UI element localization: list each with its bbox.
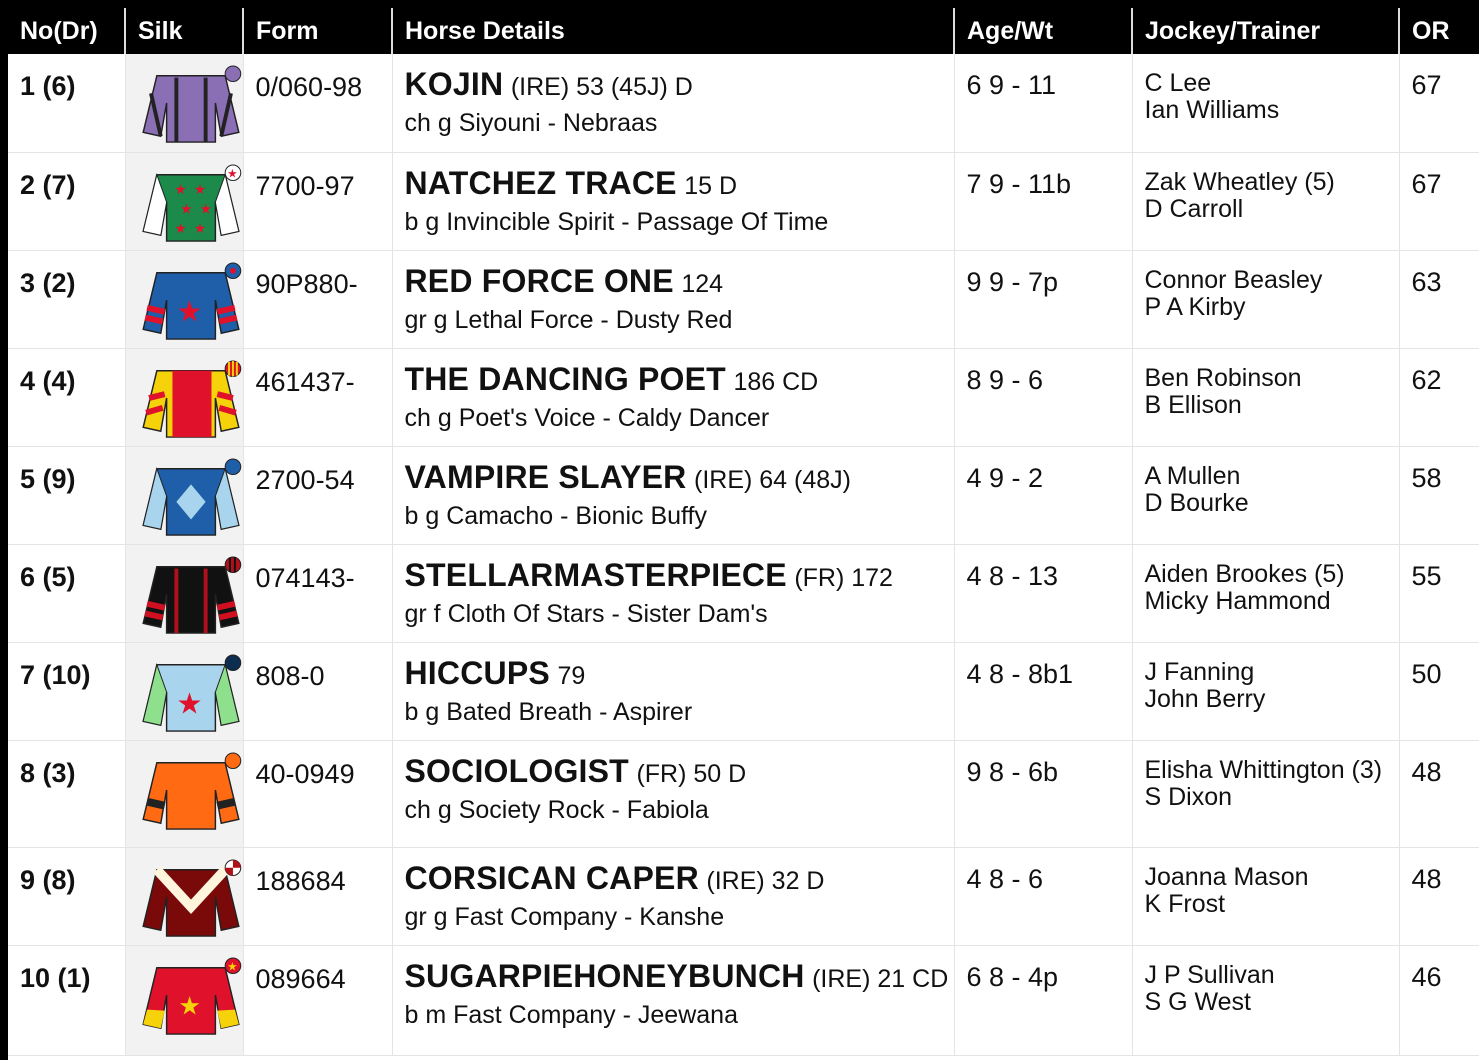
trainer-name[interactable]: S G West: [1144, 987, 1252, 1016]
official-rating: 62: [1399, 348, 1479, 446]
horse-suffix: (IRE) 53 (45J) D: [510, 73, 693, 101]
age-weight: 4 9 - 2: [954, 446, 1132, 544]
runner-row: [8, 847, 1479, 945]
horse-suffix: 124: [681, 269, 724, 298]
runner-number-draw: 7 (10): [8, 642, 125, 740]
jockey-name[interactable]: C Lee: [1144, 69, 1212, 97]
header-row: [8, 8, 1479, 54]
runner-number-draw: 8 (3): [8, 740, 125, 847]
runner-form: 188684: [243, 847, 392, 945]
runner-row: [8, 152, 1479, 250]
horse-name-link[interactable]: THE DANCING POET: [404, 360, 726, 397]
jockey-name[interactable]: J P Sullivan: [1144, 960, 1275, 989]
age-weight: 4 8 - 8b1: [954, 642, 1132, 740]
horse-breeding: ch g Society Rock - Fabiola: [404, 795, 709, 824]
jockey-trainer: [1132, 544, 1399, 642]
horse-details: [392, 544, 954, 642]
jockey-silk-lightblue-star-icon: [136, 653, 246, 733]
jockey-trainer: [1132, 740, 1399, 847]
age-weight: 9 8 - 6b: [954, 740, 1132, 847]
age-weight: 4 8 - 13: [954, 544, 1132, 642]
jockey-name[interactable]: Joanna Mason: [1144, 862, 1309, 891]
silk-cell: [125, 54, 243, 152]
jockey-silk-black-red-icon: [136, 555, 246, 635]
col-header-jockey-trainer[interactable]: Jockey/Trainer: [1132, 8, 1399, 54]
horse-name-link[interactable]: SUGARPIEHONEYBUNCH: [404, 957, 805, 994]
jockey-silk-green-stars-icon: [136, 163, 246, 243]
svg-text:★: ★: [175, 685, 203, 720]
official-rating: 48: [1399, 740, 1479, 847]
jockey-silk-purple-icon: [136, 64, 246, 144]
runner-number-draw: 2 (7): [8, 152, 125, 250]
col-header-form[interactable]: Form: [243, 8, 392, 54]
horse-details: [392, 642, 954, 740]
trainer-name[interactable]: K Frost: [1144, 889, 1226, 918]
runner-row: [8, 54, 1479, 152]
racecard-table: [8, 8, 1479, 1056]
col-header-silk: Silk: [125, 8, 243, 54]
horse-suffix: 186 CD: [733, 367, 819, 396]
horse-name-link[interactable]: CORSICAN CAPER: [404, 859, 699, 896]
runner-number-draw: 10 (1): [8, 945, 125, 1055]
runner-row: [8, 250, 1479, 348]
runner-form: 461437-: [243, 348, 392, 446]
horse-name-link[interactable]: NATCHEZ TRACE: [404, 164, 677, 201]
age-weight: 7 9 - 11b: [954, 152, 1132, 250]
horse-details: [392, 250, 954, 348]
jockey-silk-red-yellow-icon: [136, 359, 246, 439]
svg-text:★: ★: [199, 201, 212, 218]
runner-form: 90P880-: [243, 250, 392, 348]
jockey-name[interactable]: Aiden Brookes (5): [1144, 559, 1345, 588]
jockey-trainer: [1132, 250, 1399, 348]
col-header-or[interactable]: OR: [1399, 8, 1479, 54]
official-rating: 63: [1399, 250, 1479, 348]
jockey-silk-red-yellow-star-icon: [136, 956, 246, 1036]
horse-suffix: (FR) 172: [794, 563, 893, 592]
silk-cell: [125, 642, 243, 740]
runner-form: 7700-97: [243, 152, 392, 250]
runner-row: [8, 348, 1479, 446]
official-rating: 55: [1399, 544, 1479, 642]
age-weight: 6 9 - 11: [954, 54, 1132, 152]
jockey-trainer: [1132, 847, 1399, 945]
runner-row: [8, 945, 1479, 1055]
horse-name-link[interactable]: STELLARMASTERPIECE: [404, 556, 787, 593]
horse-suffix: 79: [557, 661, 586, 690]
runner-number-draw: 3 (2): [8, 250, 125, 348]
horse-breeding: gr f Cloth Of Stars - Sister Dam's: [404, 599, 768, 628]
runner-row: [8, 544, 1479, 642]
col-header-horse-details[interactable]: Horse Details: [392, 8, 954, 54]
horse-name-link[interactable]: RED FORCE ONE: [404, 262, 674, 299]
jockey-trainer: [1132, 446, 1399, 544]
horse-breeding: gr g Fast Company - Kanshe: [404, 902, 725, 931]
runner-row: [8, 642, 1479, 740]
silk-cell: [125, 250, 243, 348]
horse-details: [392, 740, 954, 847]
horse-details: [392, 945, 954, 1055]
horse-suffix: (IRE) 32 D: [706, 866, 825, 895]
horse-name-link[interactable]: SOCIOLOGIST: [404, 752, 629, 789]
silk-cell: [125, 348, 243, 446]
horse-suffix: (IRE) 64 (48J): [694, 465, 851, 494]
jockey-trainer: [1132, 348, 1399, 446]
trainer-name[interactable]: D Carroll: [1144, 194, 1244, 223]
silk-cell: [125, 544, 243, 642]
svg-text:★: ★: [193, 220, 206, 237]
jockey-name[interactable]: Zak Wheatley (5): [1144, 167, 1335, 196]
trainer-name[interactable]: P A Kirby: [1144, 292, 1246, 321]
age-weight: 6 8 - 4p: [954, 945, 1132, 1055]
horse-suffix: (IRE) 21 CD: [812, 964, 949, 993]
jockey-silk-maroon-chevron-icon: [136, 858, 246, 938]
runner-form: 074143-: [243, 544, 392, 642]
age-weight: 8 9 - 6: [954, 348, 1132, 446]
age-weight: 9 9 - 7p: [954, 250, 1132, 348]
horse-breeding: gr g Lethal Force - Dusty Red: [404, 305, 733, 334]
horse-breeding: ch g Poet's Voice - Caldy Dancer: [404, 403, 770, 432]
trainer-name[interactable]: John Berry: [1144, 684, 1266, 713]
horse-details: [392, 152, 954, 250]
horse-breeding: b g Bated Breath - Aspirer: [404, 697, 693, 726]
horse-details: [392, 54, 954, 152]
age-weight: 4 8 - 6: [954, 847, 1132, 945]
runner-form: 40-0949: [243, 740, 392, 847]
silk-cell: [125, 945, 243, 1055]
jockey-trainer: [1132, 152, 1399, 250]
horse-details: [392, 348, 954, 446]
horse-details: [392, 847, 954, 945]
trainer-name[interactable]: S Dixon: [1144, 782, 1233, 811]
svg-text:★: ★: [226, 959, 238, 974]
runner-number-draw: 4 (4): [8, 348, 125, 446]
horse-suffix: (FR) 50 D: [636, 759, 747, 788]
svg-text:★: ★: [226, 166, 238, 181]
silk-cell: [125, 152, 243, 250]
svg-text:★: ★: [175, 293, 203, 328]
silk-cell: [125, 740, 243, 847]
horse-details: [392, 446, 954, 544]
trainer-name[interactable]: Ian Williams: [1144, 96, 1280, 124]
horse-breeding: b m Fast Company - Jeewana: [404, 1000, 738, 1029]
horse-breeding: b g Invincible Spirit - Passage Of Time: [404, 207, 829, 236]
jockey-silk-blue-diamond-icon: [136, 457, 246, 537]
official-rating: 46: [1399, 945, 1479, 1055]
trainer-name[interactable]: D Bourke: [1144, 488, 1249, 517]
official-rating: 48: [1399, 847, 1479, 945]
runner-row: [8, 446, 1479, 544]
trainer-name[interactable]: Micky Hammond: [1144, 586, 1331, 615]
jockey-trainer: [1132, 54, 1399, 152]
svg-text:★: ★: [177, 990, 201, 1021]
svg-text:★: ★: [193, 181, 206, 198]
runner-form: 808-0: [243, 642, 392, 740]
runner-form: 089664: [243, 945, 392, 1055]
runner-row: [8, 740, 1479, 847]
jockey-name[interactable]: Elisha Whittington (3): [1144, 755, 1383, 784]
col-header-age-wt[interactable]: Age/Wt: [954, 8, 1132, 54]
silk-cell: [125, 847, 243, 945]
racecard-frame: [8, 8, 1479, 1060]
runner-number-draw: 5 (9): [8, 446, 125, 544]
horse-suffix: 15 D: [684, 171, 738, 200]
col-header-no-dr[interactable]: No(Dr): [8, 8, 125, 54]
official-rating: 50: [1399, 642, 1479, 740]
runner-number-draw: 9 (8): [8, 847, 125, 945]
trainer-name[interactable]: B Ellison: [1144, 390, 1242, 419]
runner-number-draw: 6 (5): [8, 544, 125, 642]
jockey-name[interactable]: A Mullen: [1144, 461, 1241, 490]
jockey-name[interactable]: Ben Robinson: [1144, 363, 1302, 392]
horse-breeding: b g Camacho - Bionic Buffy: [404, 501, 707, 530]
svg-text:★: ★: [173, 181, 187, 198]
horse-name-link[interactable]: KOJIN: [404, 66, 504, 102]
jockey-name[interactable]: Connor Beasley: [1144, 265, 1323, 294]
silk-cell: [125, 446, 243, 544]
runner-form: 2700-54: [243, 446, 392, 544]
jockey-silk-orange-icon: [136, 751, 246, 831]
jockey-trainer: [1132, 642, 1399, 740]
official-rating: 58: [1399, 446, 1479, 544]
official-rating: 67: [1399, 152, 1479, 250]
svg-text:★: ★: [179, 201, 193, 218]
jockey-name[interactable]: J Fanning: [1144, 657, 1255, 686]
horse-name-link[interactable]: HICCUPS: [404, 654, 550, 691]
horse-breeding: ch g Siyouni - Nebraas: [404, 109, 658, 137]
jockey-silk-blue-red-star-icon: [136, 261, 246, 341]
horse-name-link[interactable]: VAMPIRE SLAYER: [404, 458, 687, 495]
jockey-trainer: [1132, 945, 1399, 1055]
official-rating: 67: [1399, 54, 1479, 152]
runner-form: 0/060-98: [243, 54, 392, 152]
runner-number-draw: 1 (6): [8, 54, 125, 152]
svg-text:★: ★: [173, 220, 187, 237]
